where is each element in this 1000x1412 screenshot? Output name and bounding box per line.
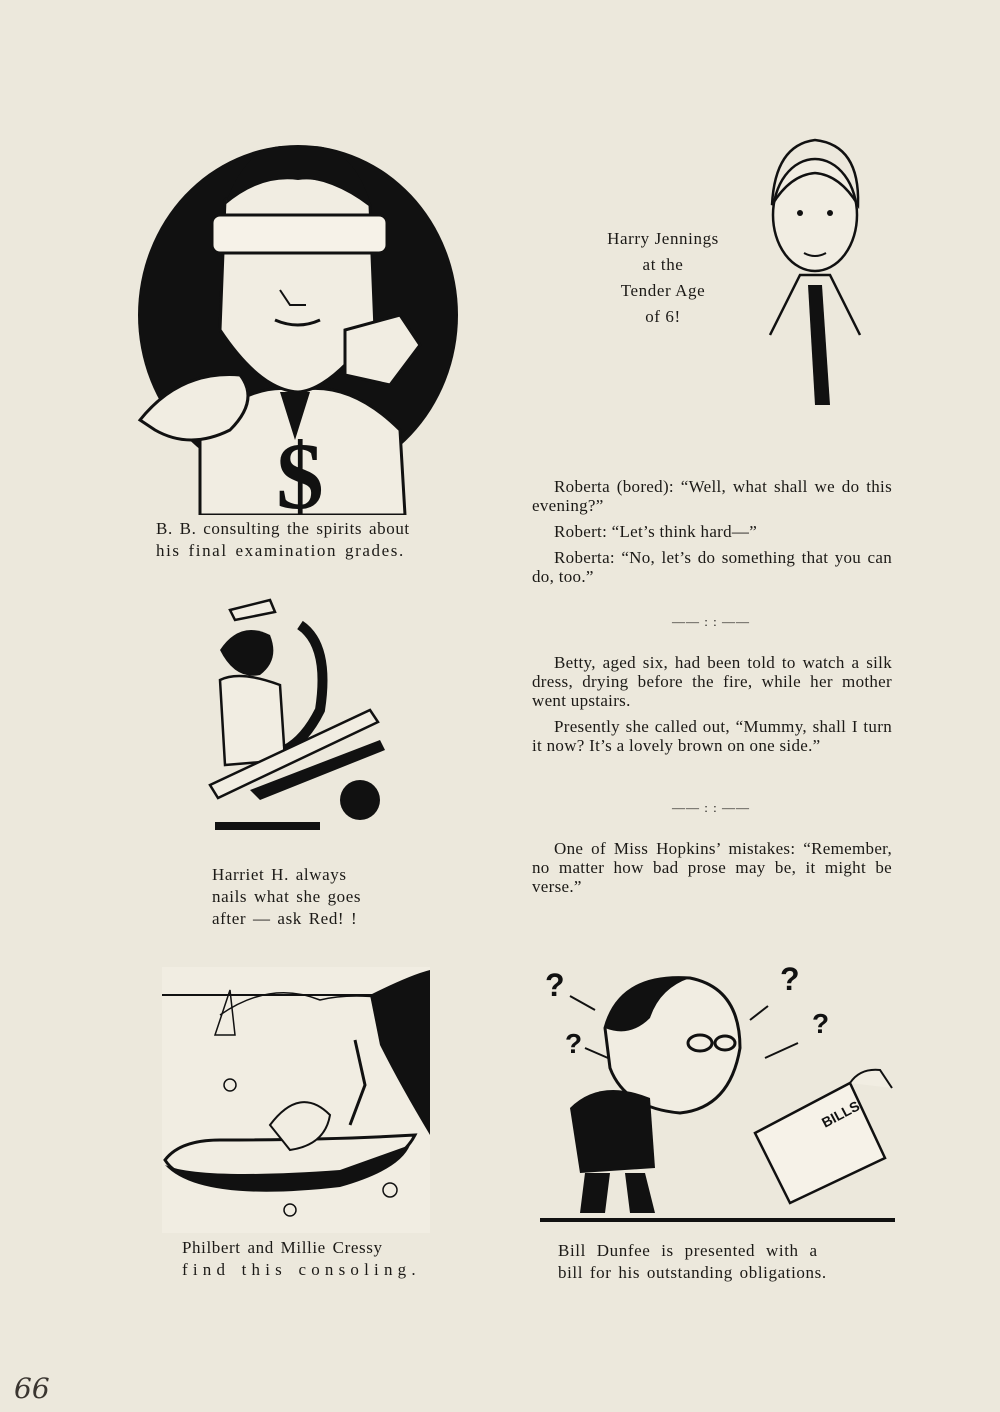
harriet-caption-line1: Harriet H. always [212, 865, 347, 884]
betty-line1: Betty, aged six, had been told to watch a silk dress, drying before the fire, while her mother went upstairs. [532, 653, 892, 710]
harriet-caption-line3: after — ask Red! ! [212, 909, 358, 928]
philbert-caption-line1: Philbert and Millie Cressy [182, 1238, 383, 1257]
harry-caption-line1: Harry Jennings [607, 229, 719, 248]
harry-boy-sketch [760, 135, 870, 410]
harry-caption [588, 226, 738, 330]
divider-2: —— : : —— [672, 800, 750, 815]
page-number: 66 [14, 1372, 50, 1405]
bb-caption-line2: his final examination grades. [156, 541, 405, 560]
harriet-caption-line2: nails what she goes [212, 887, 362, 906]
betty-line2: Presently she called out, “Mummy, shall I turn it now? It’s a lovely brown on one side.” [532, 717, 892, 755]
question-mark-4: ? [812, 1008, 830, 1039]
harriet-tools-illustration [200, 590, 390, 840]
bill-caption-line2: bill for his outstanding obligations. [558, 1263, 827, 1282]
bb-blindfold-illustration [130, 130, 465, 515]
bill-caption [558, 1240, 878, 1284]
harry-caption-line2: at the [642, 255, 684, 274]
question-mark-3: ? [780, 961, 800, 997]
robert-line: Robert: “Let’s think hard—” [554, 522, 758, 541]
philbert-caption-line2: find this consoling. [182, 1260, 421, 1279]
harry-caption-line4: of 6! [645, 307, 681, 326]
hopkins-line1: One of Miss Hopkins’ mistakes: “Remember, no matter how bad prose may be, it might be verse.” [532, 839, 892, 896]
betty-joke [532, 653, 892, 762]
roberta-line2: Roberta: “No, let’s do something that you can do, too.” [532, 548, 892, 586]
roberta-joke [532, 477, 892, 593]
philbert-canoe-illustration [160, 965, 432, 1235]
bb-caption-line1: B. B. consulting the spirits about [156, 519, 410, 538]
divider-1: —— : : —— [672, 614, 750, 629]
harriet-caption [212, 864, 392, 930]
question-mark-2: ? [565, 1028, 583, 1059]
bill-caption-line1: Bill Dunfee is presented with a [558, 1241, 818, 1260]
roberta-line1: Roberta (bored): “Well, what shall we do this evening?” [532, 477, 892, 515]
bill-dunfee-illustration [540, 958, 895, 1228]
bb-caption [156, 518, 456, 562]
dollar-sign: $ [276, 423, 324, 515]
harry-caption-line3: Tender Age [620, 281, 706, 300]
bills-label: BILLS [818, 1097, 863, 1131]
hopkins-joke [532, 839, 892, 903]
philbert-caption [182, 1237, 432, 1281]
question-mark-1: ? [545, 967, 565, 1003]
